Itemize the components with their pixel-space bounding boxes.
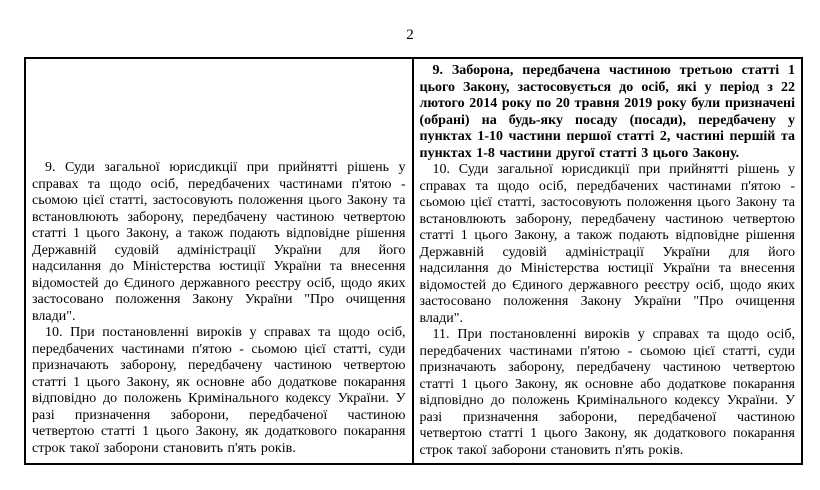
paragraph-current-9: 9. Суди загальної юрисдикції при прийнятті рішень у справах та щодо осіб, передбачених частинами п'ятою - сьомою цієї статті, застосовують положення цього Закону та встановлюють заборону, передбачену частиною четвертою статті 1 цього Закону, а також подають відповідне рішення Державній судовій адміністрації України для його надсилання до Міністерства юстиції України та внесення відомостей до Єдиного державного реєстру осіб, щодо яких застосовано положення Закону України "Про очищення влади". xyxy=(32,160,406,324)
page-number: 2 xyxy=(406,27,414,43)
paragraph-proposed-10: 10. Суди загальної юрисдикції при прийнятті рішень у справах та щодо осіб, передбачених частинами п'ятою - сьомою цієї статті, застосовують положення цього Закону та встановлюють заборону, передбачену частиною четвертою статті 1 цього Закону, а також подають відповідне рішення Державній судовій адміністрації України для його надсилання до Міністерства юстиції України та внесення відомостей до Єдиного державного реєстру осіб, щодо яких застосовано положення Закону України "Про очищення влади". xyxy=(419,162,795,326)
comparison-table xyxy=(24,57,803,465)
proposed-version-column xyxy=(414,59,802,463)
paragraph-proposed-9: 9. Заборона, передбачена частиною третьою статті 1 цього Закону, застосовується до осіб, які у період з 22 лютого 2014 року по 20 травня 2019 року були призначені (обрані) на будь-яку посаду (посади), передбачену у пунктах 1-10 частини першої статті 2, частині першій та пунктах 1-8 частини другої статті 3 цього Закону. xyxy=(419,63,795,161)
paragraph-proposed-11: 11. При постановленні вироків у справах та щодо осіб, передбачених частинами п'ятою - сьомою цієї статті, суди призначають заборону, передбачену частиною четвертою статті 1 цього Закону, як основне або додаткове покарання відповідно до положень Кримінального кодексу України. У разі призначення заборони, передбаченої частиною четвертою статті 1 цього Закону, як додаткового покарання строк такої заборони становить п'ять років. xyxy=(419,327,795,458)
current-version-column xyxy=(26,59,414,463)
paragraph-current-10: 10. При постановленні вироків у справах та щодо осіб, передбачених частинами п'ятою - сьомою цієї статті, суди призначають заборону, передбачену частиною четвертою статті 1 цього Закону, як основне або додаткове покарання відповідно до положень Кримінального кодексу України. У разі призначення заборони, передбаченої частиною четвертою статті 1 цього Закону, як додаткового покарання строк такої заборони становить п'ять років. xyxy=(32,325,406,456)
